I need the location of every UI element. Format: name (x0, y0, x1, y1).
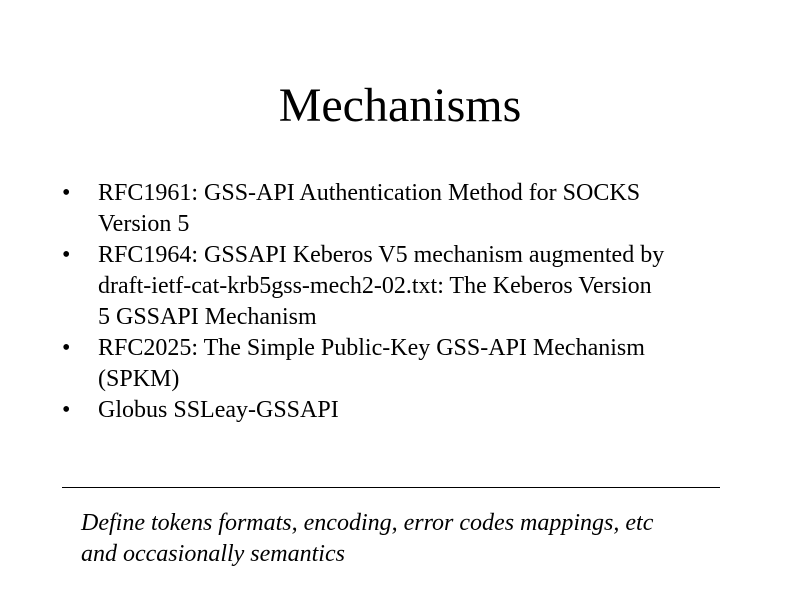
bullet-text-line: Globus SSLeay-GSSAPI (98, 397, 339, 423)
bullet-text-line: Version 5 (98, 211, 190, 237)
bullet-item (62, 395, 752, 426)
bullet-icon: • (62, 335, 71, 361)
slide-title: Mechanisms (278, 79, 522, 132)
bullet-text-line: RFC1961: GSS-API Authentication Method for SOCKS (98, 180, 641, 206)
bullet-list (62, 178, 752, 426)
bullet-icon: • (62, 242, 71, 268)
bullet-icon: • (62, 180, 71, 206)
footnote-line: Define tokens formats, encoding, error codes mappings, etc (81, 510, 654, 536)
bullet-item (62, 178, 752, 240)
divider-line (62, 487, 720, 488)
bullet-icon: • (62, 397, 71, 423)
footnote-line: and occasionally semantics (81, 541, 345, 567)
bullet-text-line: RFC2025: The Simple Public-Key GSS-API Mechanism (98, 335, 645, 361)
footnote (81, 508, 761, 570)
bullet-item (62, 333, 752, 395)
bullet-text-line: 5 GSSAPI Mechanism (98, 304, 317, 330)
bullet-text-line: RFC1964: GSSAPI Keberos V5 mechanism augmented by (98, 242, 665, 268)
bullet-text-line: (SPKM) (98, 366, 180, 392)
bullet-item (62, 240, 752, 333)
bullet-text-line: draft-ietf-cat-krb5gss-mech2-02.txt: The Keberos Version (98, 273, 652, 299)
